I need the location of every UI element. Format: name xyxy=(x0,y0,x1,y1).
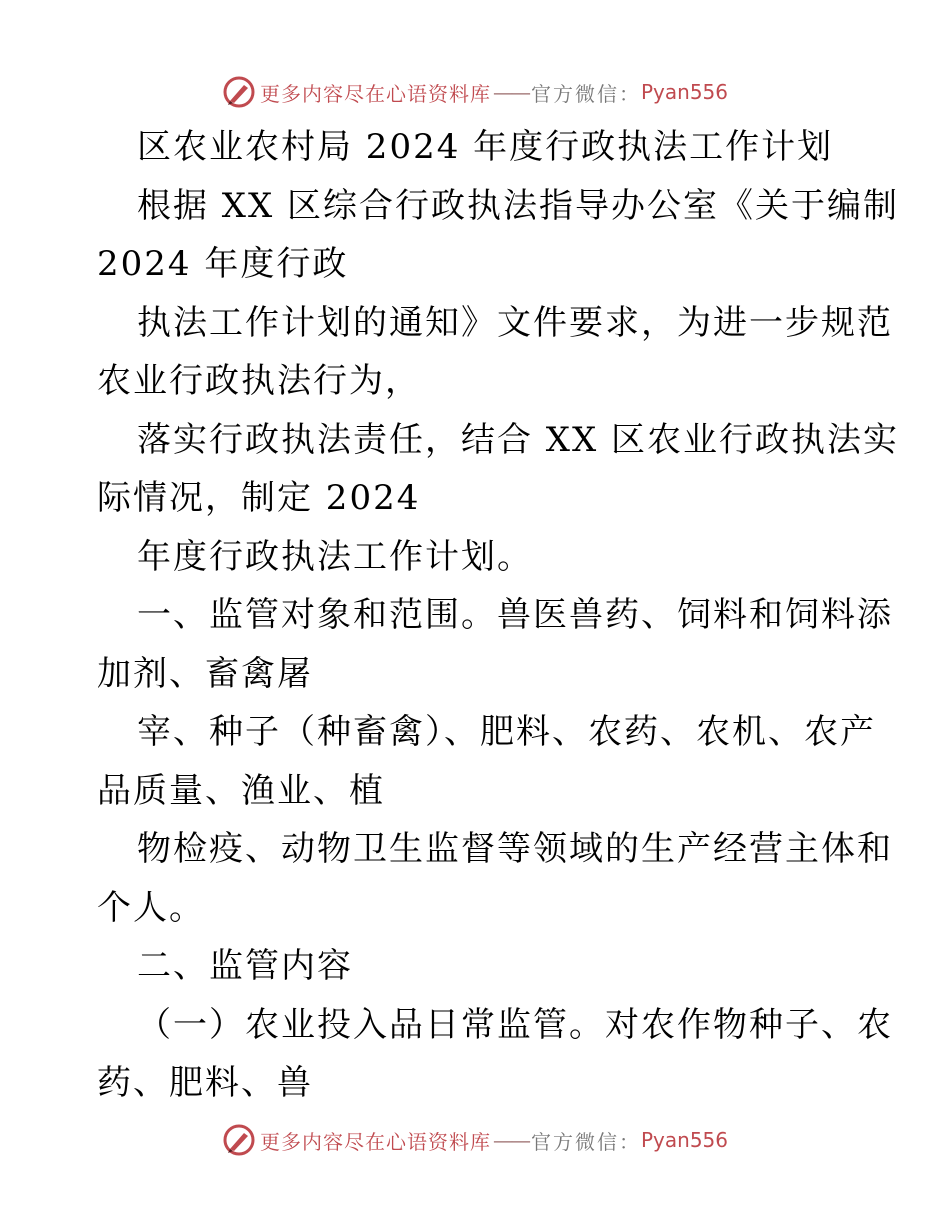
text-line: 年度行政执法工作计划。 xyxy=(137,536,533,577)
header-watermark-banner xyxy=(0,72,950,112)
banner-dash: —— xyxy=(492,1128,529,1152)
text-line: 个人。 xyxy=(97,887,205,928)
banner-main-text: 更多内容尽在心语资料库 xyxy=(259,81,491,106)
text-line: 2024 年度行政 xyxy=(97,244,349,284)
text-line: 药、肥料、兽 xyxy=(97,1063,313,1103)
text-line: 加剂、畜禽屠 xyxy=(97,653,313,694)
banner-wechat-label: 官方微信： xyxy=(530,81,641,106)
text-line: 农业行政执法行为， xyxy=(97,361,421,401)
text-line: 物检疫、动物卫生监督等领域的生产经营主体和 xyxy=(137,829,893,869)
banner-wechat-id: Pyan556 xyxy=(640,1128,728,1152)
banner-wechat-id: Pyan556 xyxy=(640,80,728,104)
banner-wechat-label: 官方微信： xyxy=(530,1129,641,1154)
text-line: 宰、种子（种畜禽）、肥料、农药、农机、农产 xyxy=(137,712,876,752)
text-line: 一、监管对象和范围。兽医兽药、饲料和饲料添 xyxy=(137,595,893,635)
text-line: 际情况，制定 2024 xyxy=(97,478,421,518)
document-body xyxy=(97,118,900,1113)
banner-main-text: 更多内容尽在心语资料库 xyxy=(259,1129,491,1154)
banner-dash: —— xyxy=(492,80,529,104)
text-line: 根据 XX 区综合行政执法指导办公室《关于编制 xyxy=(137,185,900,226)
text-line: 区农业农村局 2024 年度行政执法工作计划 xyxy=(137,127,834,167)
footer-watermark-banner xyxy=(0,1120,950,1160)
pen-circle-logo-icon xyxy=(222,1123,256,1157)
text-line: 执法工作计划的通知》文件要求，为进一步规范 xyxy=(137,302,893,343)
text-line: 二、监管内容 xyxy=(137,946,353,986)
text-line: （一）农业投入品日常监管。对农作物种子、农 xyxy=(137,1004,893,1045)
text-line: 落实行政执法责任，结合 XX 区农业行政执法实 xyxy=(137,419,900,460)
text-line: 品质量、渔业、植 xyxy=(97,770,385,811)
pen-circle-logo-icon xyxy=(222,75,256,109)
